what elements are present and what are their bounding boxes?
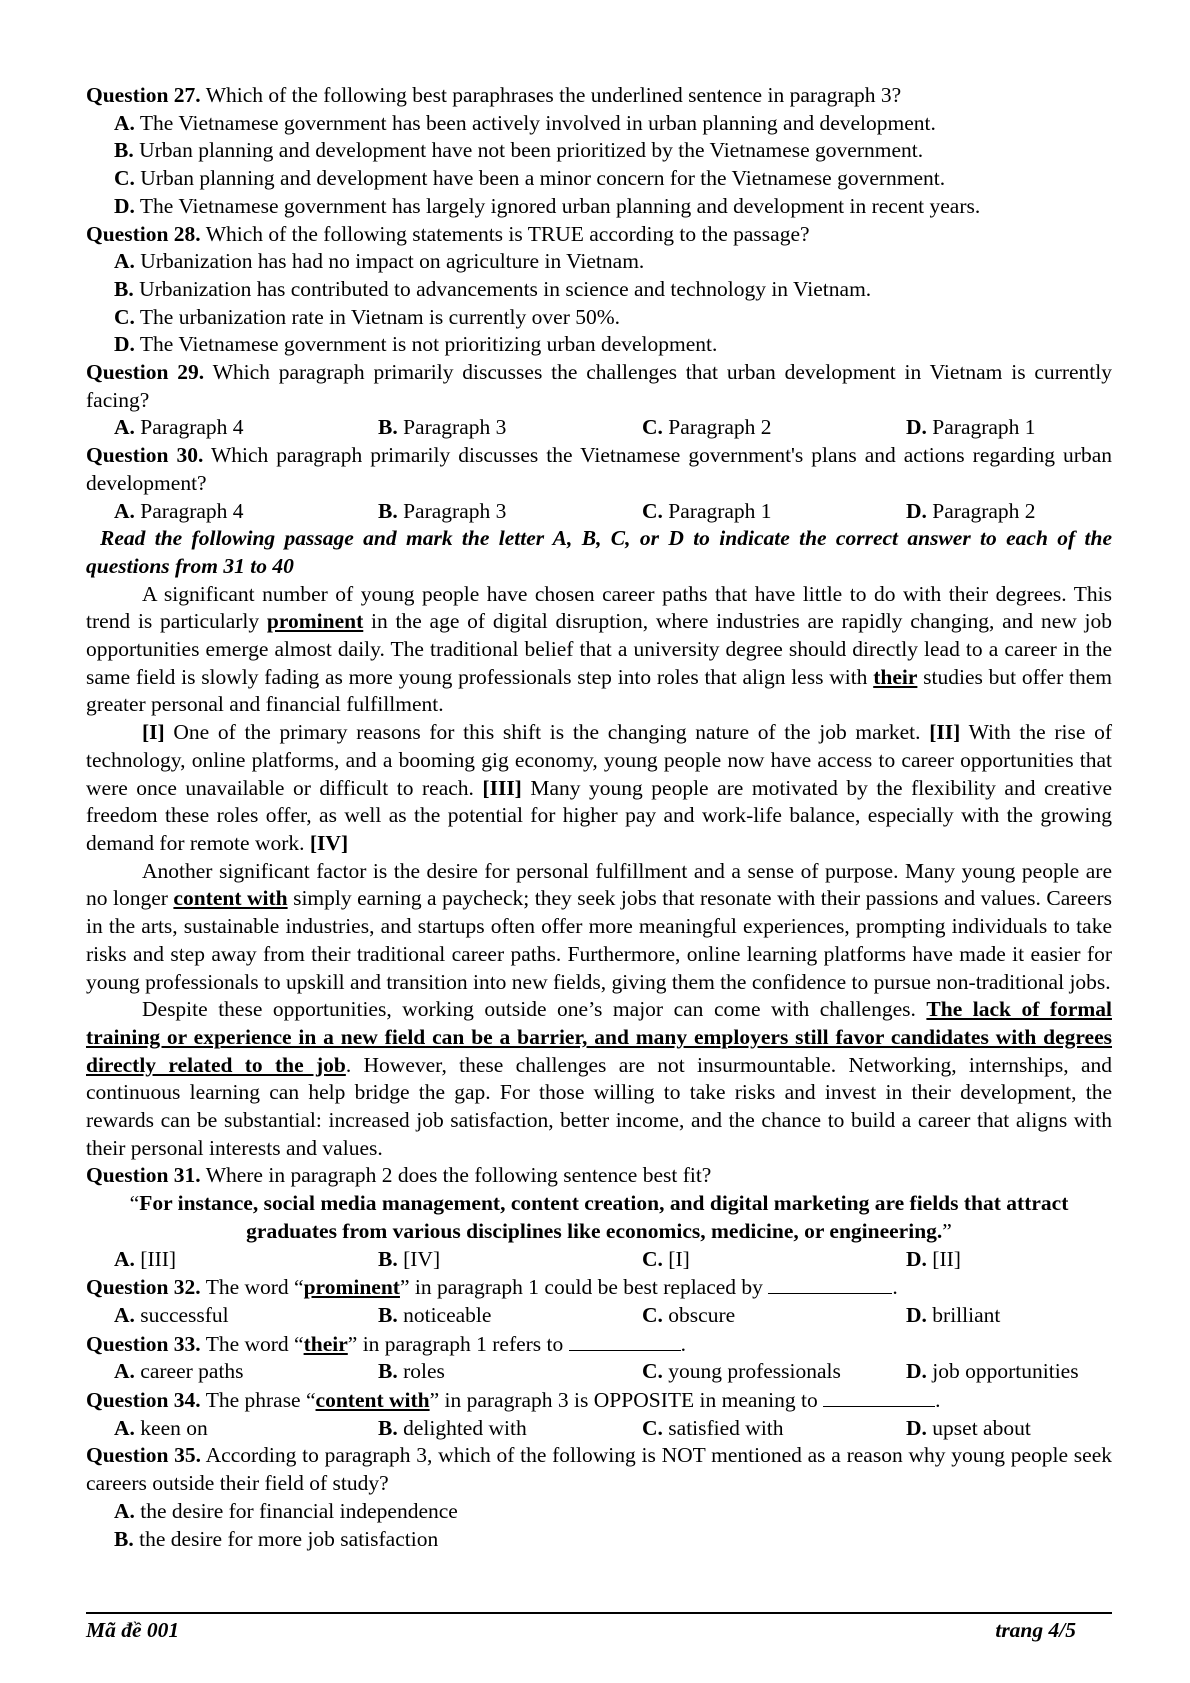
marker-i: [I] bbox=[142, 720, 165, 745]
exam-page bbox=[86, 82, 1112, 1553]
option-c: C. Paragraph 1 bbox=[642, 498, 772, 523]
question-34: Question 34. The phrase “content with” in paragraph 3 is OPPOSITE in meaning to . bbox=[86, 1388, 941, 1413]
option-c: C. obscure bbox=[642, 1302, 736, 1327]
marker-ii: [II] bbox=[929, 720, 961, 745]
options-row bbox=[114, 1415, 1112, 1443]
question-number: Question 33. bbox=[86, 1331, 201, 1356]
option-d: D. [II] bbox=[906, 1246, 961, 1271]
question-32: Question 32. The word “prominent” in paragraph 1 could be best replaced by . bbox=[86, 1275, 898, 1300]
option-d: D. Paragraph 2 bbox=[906, 498, 1036, 523]
answer-blank bbox=[569, 1330, 681, 1351]
passage-paragraph-1: A significant number of young people have chosen career paths that have little to do with their degrees. This trend is particularly prominent in the age of digital disruption, where industries are rapidly changing, and new job opportunities emerge almost daily. The traditional belief that a university degree should directly lead to a career in the same field is slowly fading as more young professionals step into roles that align less with their studies but offer them greater personal and financial fulfillment. bbox=[86, 581, 1112, 717]
question-number: Question 35. bbox=[86, 1443, 202, 1468]
options-row bbox=[114, 1358, 1112, 1386]
option-a: A. The Vietnamese government has been actively involved in urban planning and development. bbox=[114, 110, 936, 135]
question-30 bbox=[86, 442, 1112, 497]
target-word: their bbox=[303, 1331, 348, 1356]
option-c: C. Urban planning and development have been a minor concern for the Vietnamese government. bbox=[114, 166, 946, 191]
question-text: Which of the following best paraphrases the underlined sentence in paragraph 3? bbox=[205, 83, 902, 107]
option-a: A. [III] bbox=[114, 1246, 177, 1271]
page-number: trang 4/5 bbox=[995, 1618, 1076, 1642]
option-b: B. roles bbox=[378, 1359, 445, 1384]
option-b: B. Paragraph 3 bbox=[378, 498, 507, 523]
option-d: D. job opportunities bbox=[906, 1359, 1079, 1384]
question-number: Question 28. bbox=[86, 221, 201, 246]
question-number: Question 27. bbox=[86, 83, 201, 107]
option-a: A. the desire for financial independence bbox=[114, 1498, 458, 1523]
option-a: A. Urbanization has had no impact on agriculture in Vietnam. bbox=[114, 249, 645, 274]
question-text: Which paragraph primarily discusses the Vietnamese government's plans and actions regarding urban development? bbox=[86, 443, 1112, 495]
options-row bbox=[114, 498, 1112, 526]
page-footer bbox=[86, 1612, 1112, 1643]
option-b: B. Urbanization has contributed to advancements in science and technology in Vietnam. bbox=[114, 276, 872, 301]
question-text: According to paragraph 3, which of the following is NOT mentioned as a reason why young people seek careers outside their field of study? bbox=[86, 1443, 1112, 1496]
underlined-word-their: their bbox=[873, 664, 918, 689]
option-b: B. Paragraph 3 bbox=[378, 415, 507, 440]
underlined-phrase-content-with: content with bbox=[173, 886, 288, 911]
answer-blank bbox=[768, 1273, 892, 1294]
question-number: Question 29. bbox=[86, 360, 205, 385]
question-number: Question 32. bbox=[86, 1275, 201, 1300]
option-d: D. Paragraph 1 bbox=[906, 415, 1036, 440]
passage-paragraph-2: [I] One of the primary reasons for this shift is the changing nature of the job market. [II] With the rise of technology, online platforms, and a booming gig economy, young people now have access to career opportunities that were once unavailable or difficult to reach. [III] Many young people are motivated by the flexibility and creative freedom these roles offer, as well as the potential for higher pay and work-life balance, especially with the growing demand for remote work. [IV] bbox=[86, 720, 1112, 855]
option-b: B. noticeable bbox=[378, 1302, 492, 1327]
option-d: D. upset about bbox=[906, 1415, 1031, 1440]
target-word: prominent bbox=[303, 1275, 400, 1300]
question-number: Question 34. bbox=[86, 1388, 201, 1413]
question-29 bbox=[86, 359, 1112, 414]
passage-paragraph-3: Another significant factor is the desire for personal fulfillment and a sense of purpose. Many young people are no longer content with simply earning a paycheck; they seek jobs that resonate with their passions and values. Careers in the arts, sustainable industries, and startups often offer more meaningful experiences, prompting individuals to take risks and step away from their traditional career paths. Furthermore, online learning platforms have made it easier for young professionals to upskill and transition into new fields, giving them the confidence to pursue non-traditional jobs. bbox=[86, 858, 1113, 994]
question-text: Where in paragraph 2 does the following sentence best fit? bbox=[205, 1163, 712, 1188]
option-a: A. keen on bbox=[114, 1415, 208, 1440]
options-row bbox=[114, 1246, 1112, 1274]
question-text: Which of the following statements is TRUE according to the passage? bbox=[205, 221, 810, 246]
target-phrase: content with bbox=[315, 1388, 430, 1413]
underlined-sentence: The lack of formal training or experience in a new field can be a barrier, and many employers still favor candidates with degrees directly related to the job bbox=[86, 997, 1112, 1077]
exam-code: Mã đề 001 bbox=[86, 1618, 180, 1642]
options-row bbox=[114, 1302, 1112, 1330]
question-number: Question 31. bbox=[86, 1163, 201, 1188]
option-c: C. young professionals bbox=[642, 1359, 841, 1384]
underlined-word-prominent: prominent bbox=[266, 609, 364, 634]
option-a: A. Paragraph 4 bbox=[114, 498, 244, 523]
option-c: C. [I] bbox=[642, 1246, 690, 1271]
option-a: A. Paragraph 4 bbox=[114, 415, 244, 440]
option-b: B. [IV] bbox=[378, 1246, 441, 1271]
option-d: D. The Vietnamese government is not prioritizing urban development. bbox=[114, 332, 718, 357]
section-instruction: Read the following passage and mark the letter A, B, C, or D to indicate the correct answer to each of the questions from 31 to 40 bbox=[86, 526, 1112, 578]
question-28 bbox=[86, 221, 1112, 249]
answer-blank bbox=[823, 1386, 935, 1407]
option-d: D. The Vietnamese government has largely ignored urban planning and development in recent years. bbox=[114, 193, 981, 218]
question-number: Question 30. bbox=[86, 443, 204, 468]
options-row bbox=[114, 414, 1112, 442]
insert-sentence-quote: “For instance, social media management, content creation, and digital marketing are fields that attract graduates from various disciplines like economics, medicine, or engineering.” bbox=[129, 1191, 1069, 1243]
option-b: B. Urban planning and development have not been prioritized by the Vietnamese government. bbox=[114, 138, 924, 163]
marker-iv: [IV] bbox=[309, 830, 349, 855]
option-d: D. brilliant bbox=[906, 1302, 1001, 1327]
option-a: A. career paths bbox=[114, 1359, 244, 1384]
question-31 bbox=[86, 1162, 1112, 1190]
option-c: C. Paragraph 2 bbox=[642, 415, 772, 440]
option-b: B. delighted with bbox=[378, 1415, 527, 1440]
question-35 bbox=[86, 1442, 1112, 1497]
option-b: B. the desire for more job satisfaction bbox=[114, 1526, 439, 1551]
passage-paragraph-4: Despite these opportunities, working outside one’s major can come with challenges. The lack of formal training or experience in a new field can be a barrier, and many employers still favor candidates with degrees directly related to the job. However, these challenges are not insurmountable. Networking, internships, and continuous learning can help bridge the gap. For those willing to take risks and invest in their development, the rewards can be substantial: increased job satisfaction, better income, and the chance to build a career that aligns with their personal interests and values. bbox=[86, 997, 1112, 1160]
option-c: C. satisfied with bbox=[642, 1415, 784, 1440]
question-33: Question 33. The word “their” in paragraph 1 refers to . bbox=[86, 1331, 687, 1356]
marker-iii: [III] bbox=[482, 775, 522, 800]
question-text: Which paragraph primarily discusses the challenges that urban development in Vietnam is currently facing? bbox=[86, 360, 1112, 412]
option-c: C. The urbanization rate in Vietnam is currently over 50%. bbox=[114, 304, 621, 329]
option-a: A. successful bbox=[114, 1302, 229, 1327]
question-27 bbox=[86, 82, 1112, 110]
